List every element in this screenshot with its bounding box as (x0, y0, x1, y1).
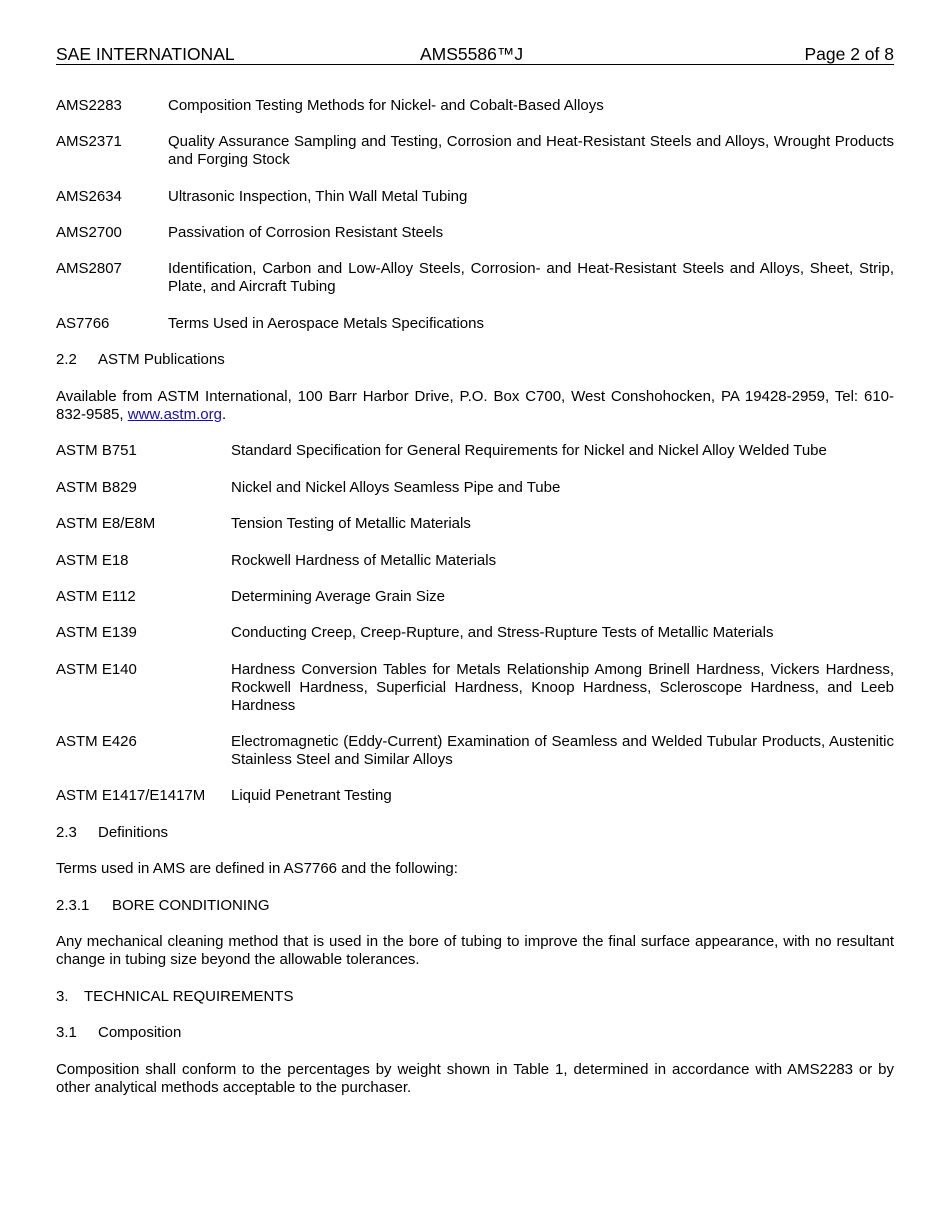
reference-title: Tension Testing of Metallic Materials (231, 515, 471, 532)
reference-title: Liquid Penetrant Testing (231, 787, 392, 804)
reference-entry (56, 260, 894, 296)
section-number: 2.3 (56, 824, 77, 841)
reference-entry (56, 624, 894, 642)
reference-code: ASTM E140 (56, 661, 137, 678)
availability-paragraph (56, 388, 894, 424)
reference-code: AMS2700 (56, 224, 122, 241)
section-number: 2.2 (56, 351, 77, 368)
section-heading-2-2 (56, 351, 894, 369)
section-heading-3 (56, 988, 894, 1006)
section-title: Definitions (98, 824, 169, 841)
reference-code: ASTM E112 (56, 588, 136, 605)
reference-title: Rockwell Hardness of Metallic Materials (231, 552, 497, 569)
availability-period: . (221, 406, 227, 423)
reference-code: ASTM B751 (56, 442, 137, 459)
reference-title: Ultrasonic Inspection, Thin Wall Metal Tubing (168, 188, 468, 205)
reference-entry (56, 442, 894, 460)
reference-code: AMS2807 (56, 260, 122, 277)
reference-code: ASTM E18 (56, 552, 129, 569)
reference-code: AMS2371 (56, 133, 122, 150)
page-header (56, 44, 894, 65)
definitions-text: Terms used in AMS are defined in AS7766 and the following: (56, 860, 458, 877)
section-heading-2-3 (56, 824, 894, 842)
reference-entry (56, 224, 894, 242)
reference-title: Hardness Conversion Tables for Metals Relationship Among Brinell Hardness, Vickers Hardness, Rockwell Hardness, Superficial Hardness, Knoop Hardness, Scleroscope Hardness, and Leeb Hardness (231, 661, 894, 714)
availability-text: Available from ASTM International, 100 Barr Harbor Drive, P.O. Box C700, West Conshohocken, PA 19428-2959, Tel: 610-832-9585, (56, 388, 894, 423)
reference-title: Terms Used in Aerospace Metals Specifications (168, 315, 484, 332)
section-number: 3. (56, 988, 69, 1005)
reference-code: ASTM E1417/E1417M (56, 787, 206, 804)
reference-code: AMS2283 (56, 97, 122, 114)
section-title: Composition (98, 1024, 182, 1041)
bore-conditioning-text: Any mechanical cleaning method that is used in the bore of tubing to improve the final surface appearance, with no resultant change in tubing size beyond the allowable tolerances. (56, 933, 894, 968)
composition-paragraph (56, 1061, 894, 1097)
reference-title: Electromagnetic (Eddy-Current) Examination of Seamless and Welded Tubular Products, Austenitic Stainless Steel and Similar Alloys (231, 733, 894, 768)
reference-title: Identification, Carbon and Low-Alloy Steels, Corrosion- and Heat-Resistant Steels and Alloys, Sheet, Strip, Plate, and Aircraft Tubing (168, 260, 894, 295)
reference-entry (56, 661, 894, 715)
reference-entry (56, 787, 894, 805)
reference-title: Nickel and Nickel Alloys Seamless Pipe and Tube (231, 479, 561, 496)
reference-title: Quality Assurance Sampling and Testing, Corrosion and Heat-Resistant Steels and Alloys, Wrought Products and Forging Stock (168, 133, 894, 168)
reference-entry (56, 188, 894, 206)
astm-website-link[interactable]: www.astm.org (127, 406, 222, 423)
reference-entry (56, 315, 894, 333)
reference-code: ASTM E139 (56, 624, 137, 641)
reference-title: Standard Specification for General Requirements for Nickel and Nickel Alloy Welded Tube (231, 442, 827, 459)
header-page-number: Page 2 of 8 (804, 44, 894, 64)
reference-code: ASTM B829 (56, 479, 137, 496)
section-title: ASTM Publications (98, 351, 225, 368)
reference-entry (56, 515, 894, 533)
section-title: TECHNICAL REQUIREMENTS (84, 988, 294, 1005)
reference-title: Composition Testing Methods for Nickel- and Cobalt-Based Alloys (168, 97, 604, 114)
header-org: SAE INTERNATIONAL (56, 44, 235, 64)
section-heading-2-3-1 (56, 897, 894, 915)
reference-title: Determining Average Grain Size (231, 588, 445, 605)
reference-code: AS7766 (56, 315, 110, 332)
reference-code: ASTM E426 (56, 733, 137, 750)
reference-entry (56, 97, 894, 115)
reference-code: ASTM E8/E8M (56, 515, 156, 532)
reference-title: Conducting Creep, Creep-Rupture, and Stress-Rupture Tests of Metallic Materials (231, 624, 774, 641)
reference-entry (56, 733, 894, 769)
reference-entry (56, 588, 894, 606)
reference-code: AMS2634 (56, 188, 122, 205)
header-doc-id: AMS5586™J (420, 44, 524, 64)
section-title: BORE CONDITIONING (112, 897, 270, 914)
section-heading-3-1 (56, 1024, 894, 1042)
reference-entry (56, 552, 894, 570)
reference-entry (56, 133, 894, 169)
reference-entry (56, 479, 894, 497)
definitions-paragraph (56, 860, 894, 878)
reference-title: Passivation of Corrosion Resistant Steels (168, 224, 444, 241)
section-number: 3.1 (56, 1024, 77, 1041)
bore-conditioning-paragraph (56, 933, 894, 969)
section-number: 2.3.1 (56, 897, 90, 914)
composition-text: Composition shall conform to the percentages by weight shown in Table 1, determined in accordance with AMS2283 or by other analytical methods acceptable to the purchaser. (56, 1061, 894, 1096)
